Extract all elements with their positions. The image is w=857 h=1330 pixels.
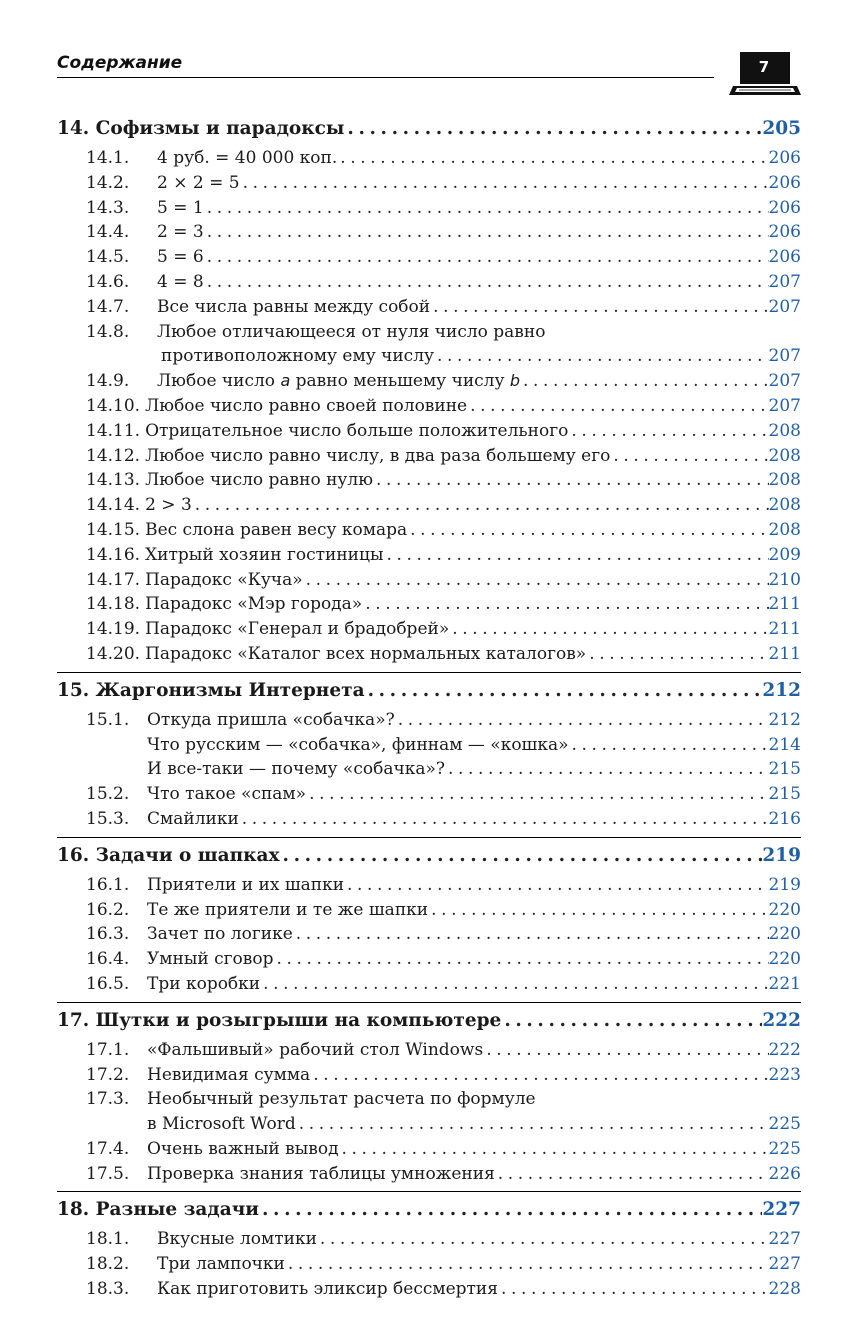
toc-entry[interactable] xyxy=(57,784,801,809)
entry-page-number[interactable]: 206 xyxy=(768,247,801,268)
toc-entry[interactable] xyxy=(57,735,801,760)
chapter-title: 17. Шутки и розыгрыши на компьютере xyxy=(57,1009,502,1031)
dot-leader xyxy=(310,1065,768,1085)
entry-number: 17.4. xyxy=(86,1138,130,1159)
dot-leader xyxy=(449,619,768,639)
entry-page-number[interactable]: 208 xyxy=(768,470,801,491)
dot-leader xyxy=(498,1279,769,1299)
toc-entry[interactable] xyxy=(57,545,801,570)
entry-number: 14.17. xyxy=(86,569,141,590)
entry-page-number[interactable]: 206 xyxy=(768,148,801,168)
entry-title: Отрицательное число больше положительного xyxy=(145,420,569,441)
entry-number: 14.13. xyxy=(86,470,141,491)
toc-entry[interactable] xyxy=(57,900,801,925)
entry-number: 14.10. xyxy=(86,395,141,416)
toc-entry[interactable] xyxy=(57,148,801,173)
entry-page-number[interactable]: 221 xyxy=(768,973,801,994)
entry-page-number[interactable]: 215 xyxy=(768,784,801,805)
entry-title: Все числа равны между собой xyxy=(157,296,431,317)
toc-entry[interactable] xyxy=(57,1279,801,1304)
entry-title: Парадокс «Генерал и брадобрей» xyxy=(145,619,450,640)
dot-leader xyxy=(344,875,769,895)
entry-title-continuation: в Microsoft Word xyxy=(147,1114,296,1135)
entry-title: Любое число равно числу, в два раза большему его xyxy=(145,445,611,466)
toc-entry[interactable] xyxy=(57,371,801,396)
chapter-page-number[interactable]: 219 xyxy=(762,844,801,866)
entry-page-number[interactable]: 209 xyxy=(768,544,801,565)
chapter-row[interactable] xyxy=(57,118,801,148)
entry-page-number[interactable]: 216 xyxy=(768,808,801,829)
dot-leader xyxy=(260,974,768,994)
entry-title-continuation: противоположному ему числу xyxy=(161,346,435,367)
dot-leader xyxy=(495,1164,769,1184)
entry-page-number[interactable]: 211 xyxy=(768,643,801,664)
entry-number: 14.5. xyxy=(86,247,130,268)
dot-leader xyxy=(285,1254,769,1274)
entry-page-number[interactable]: 206 xyxy=(768,197,801,218)
chapter-title: 16. Задачи о шапках xyxy=(57,844,280,866)
entry-page-number[interactable]: 220 xyxy=(768,924,801,945)
entry-title: Умный сговор xyxy=(147,949,274,970)
entry-number: 16.1. xyxy=(86,874,130,895)
toc-entry[interactable] xyxy=(57,759,801,784)
dot-leader xyxy=(317,1229,769,1249)
page-number: 7 xyxy=(758,58,770,76)
toc-entry[interactable] xyxy=(57,173,801,198)
entry-title: Хитрый хозяин гостиницы xyxy=(145,544,384,565)
entry-title: Три лампочки xyxy=(157,1254,285,1275)
entry-title: Что русским — «собачка», финнам — «кошка» xyxy=(147,734,569,755)
entry-page-number[interactable]: 219 xyxy=(768,874,801,895)
toc-entry[interactable] xyxy=(57,594,801,619)
entry-title: Невидимая сумма xyxy=(147,1064,311,1085)
dot-leader xyxy=(306,784,768,804)
entry-number: 18.3. xyxy=(86,1279,130,1300)
entry-page-number[interactable]: 208 xyxy=(768,519,801,540)
entry-number: 15.1. xyxy=(86,709,130,730)
entry-title: 2 = 3 xyxy=(157,222,204,243)
dot-leader xyxy=(296,1114,769,1134)
entry-page-number[interactable]: 220 xyxy=(768,949,801,970)
entry-page-number[interactable]: 208 xyxy=(768,420,801,441)
entry-number: 18.1. xyxy=(86,1229,130,1250)
toc-entry[interactable] xyxy=(57,710,801,735)
dot-leader xyxy=(362,594,768,614)
dot-leader xyxy=(259,1199,762,1220)
chapter-title: 18. Разные задачи xyxy=(57,1199,260,1221)
toc-entry[interactable] xyxy=(57,247,801,272)
toc-entry[interactable] xyxy=(57,1089,801,1114)
entry-number: 15.2. xyxy=(86,784,130,805)
entry-page-number[interactable]: 225 xyxy=(768,1114,801,1135)
dot-leader xyxy=(293,924,769,944)
entry-number: 14.4. xyxy=(86,222,130,243)
chapter-row[interactable] xyxy=(57,1010,801,1040)
entry-number: 16.4. xyxy=(86,949,130,970)
toc-section xyxy=(57,845,801,1003)
entry-number: 17.2. xyxy=(86,1064,130,1085)
dot-leader xyxy=(445,759,769,779)
dot-leader xyxy=(239,809,769,829)
entry-number: 17.3. xyxy=(86,1089,130,1110)
chapter-page-number[interactable]: 227 xyxy=(762,1199,801,1221)
entry-title: Парадокс «Мэр города» xyxy=(145,594,363,615)
entry-page-number[interactable]: 227 xyxy=(768,1254,801,1275)
toc-entry[interactable] xyxy=(57,198,801,223)
entry-title: 2 × 2 = 5 xyxy=(157,172,240,193)
entry-number: 14.3. xyxy=(86,197,130,218)
entry-number: 14.11. xyxy=(86,420,141,441)
dot-leader xyxy=(434,346,769,366)
entry-number: 14.16. xyxy=(86,544,141,565)
entry-title: 4 = 8 xyxy=(157,271,204,292)
dot-leader xyxy=(365,680,763,701)
entry-title: Необычный результат расчета по формуле xyxy=(147,1089,536,1110)
toc-entry-continuation[interactable] xyxy=(57,1114,801,1139)
dot-leader xyxy=(344,118,762,139)
entry-title: Как приготовить эликсир бессмертия xyxy=(157,1279,498,1300)
entry-number: 16.3. xyxy=(86,924,130,945)
toc-entry[interactable] xyxy=(57,446,801,471)
chapter-row[interactable] xyxy=(57,1199,801,1229)
entry-title: 4 руб. = 40 000 коп. xyxy=(157,148,338,168)
toc-entry[interactable] xyxy=(57,421,801,446)
dot-leader xyxy=(569,735,769,755)
entry-title: Парадокс «Каталог всех нормальных каталогов» xyxy=(145,643,587,664)
toc-entry[interactable] xyxy=(57,570,801,595)
header-rule xyxy=(57,77,714,78)
chapter-title: 15. Жаргонизмы Интернета xyxy=(57,679,365,701)
entry-number: 18.2. xyxy=(86,1254,130,1275)
entry-title: 2 > 3 xyxy=(145,495,192,516)
entry-number: 14.20. xyxy=(86,643,141,664)
entry-number: 14.7. xyxy=(86,296,130,317)
entry-number: 14.6. xyxy=(86,271,130,292)
entry-title: Три коробки xyxy=(147,973,261,994)
dot-leader xyxy=(467,396,768,416)
dot-leader xyxy=(280,845,763,866)
entry-number: 17.1. xyxy=(86,1039,130,1060)
toc-entry[interactable] xyxy=(57,297,801,322)
toc-entry-continuation[interactable] xyxy=(57,346,801,371)
entry-number: 16.2. xyxy=(86,899,130,920)
toc-entry[interactable] xyxy=(57,809,801,834)
chapter-page-number[interactable]: 212 xyxy=(762,679,801,701)
toc-entry[interactable] xyxy=(57,272,801,297)
entry-indent xyxy=(57,1114,147,1134)
entry-title: Те же приятели и те же шапки xyxy=(147,899,429,920)
toc-entry[interactable] xyxy=(57,1254,801,1279)
toc-entry[interactable] xyxy=(57,974,801,999)
entry-title: Проверка знания таблицы умножения xyxy=(147,1163,495,1184)
running-header-title: Содержание xyxy=(57,53,183,73)
toc-entry[interactable] xyxy=(57,222,801,247)
chapter-title: 14. Софизмы и парадоксы xyxy=(57,118,345,139)
entry-page-number[interactable]: 208 xyxy=(768,445,801,466)
entry-title: Смайлики xyxy=(147,808,239,829)
entry-number: 14.9. xyxy=(86,371,130,392)
toc-entry[interactable] xyxy=(57,520,801,545)
variable-b: b xyxy=(509,371,521,391)
dot-leader xyxy=(303,570,769,590)
entry-title: И все-таки — почему «собачка»? xyxy=(147,759,445,780)
entry-page-number[interactable]: 225 xyxy=(768,1138,801,1159)
entry-page-number[interactable]: 207 xyxy=(768,296,801,317)
entry-title: «Фальшивый» рабочий стол Windows xyxy=(147,1039,484,1060)
entry-page-number[interactable]: 211 xyxy=(768,619,801,640)
entry-number: 14.8. xyxy=(86,321,130,342)
chapter-row[interactable] xyxy=(57,680,801,710)
entry-title: Любое отличающееся от нуля число равно xyxy=(157,321,546,342)
entry-title: Откуда пришла «собачка»? xyxy=(147,709,395,730)
toc-entry[interactable] xyxy=(57,1164,801,1189)
dot-leader xyxy=(520,371,769,391)
dot-leader xyxy=(204,272,769,292)
entry-number: 14.12. xyxy=(86,445,141,466)
entry-number: 17.5. xyxy=(86,1163,130,1184)
toc-entry[interactable] xyxy=(57,1040,801,1065)
entry-title: 5 = 6 xyxy=(157,247,204,268)
toc-section xyxy=(57,1199,801,1306)
entry-page-number[interactable]: 210 xyxy=(768,569,801,590)
toc-entry[interactable] xyxy=(57,322,801,347)
toc-entry[interactable] xyxy=(57,1065,801,1090)
dot-leader xyxy=(568,421,768,441)
toc-section xyxy=(57,118,801,673)
dot-leader xyxy=(373,470,769,490)
dot-leader xyxy=(501,1010,762,1031)
table-of-contents xyxy=(57,118,801,1314)
dot-leader xyxy=(430,297,768,317)
entry-page-number[interactable]: 212 xyxy=(768,709,801,730)
toc-entry[interactable] xyxy=(57,875,801,900)
toc-entry[interactable] xyxy=(57,949,801,974)
entry-page-number[interactable]: 207 xyxy=(768,346,801,367)
dot-leader xyxy=(339,1139,769,1159)
dot-leader xyxy=(192,495,769,515)
dot-leader xyxy=(407,520,768,540)
toc-entry[interactable] xyxy=(57,1229,801,1254)
entry-title: Любое число a равно меньшему числу b xyxy=(157,371,521,392)
variable-a: a xyxy=(280,371,291,391)
toc-section xyxy=(57,680,801,838)
entry-title: Приятели и их шапки xyxy=(147,874,345,895)
entry-number: 14.15. xyxy=(86,519,141,540)
toc-entry[interactable] xyxy=(57,1139,801,1164)
dot-leader xyxy=(240,173,769,193)
entry-page-number[interactable]: 215 xyxy=(768,759,801,780)
entry-title: Любое число равно нулю xyxy=(145,470,374,491)
toc-section xyxy=(57,1010,801,1193)
entry-title: Любое число равно своей половине xyxy=(145,395,468,416)
entry-title: Зачет по логике xyxy=(147,924,293,945)
dot-leader xyxy=(204,222,769,242)
entry-page-number[interactable]: 222 xyxy=(768,1039,801,1060)
entry-page-number[interactable]: 223 xyxy=(768,1064,801,1085)
entry-title: Парадокс «Куча» xyxy=(145,569,303,590)
dot-leader xyxy=(483,1040,768,1060)
entry-number: 14.2. xyxy=(86,172,130,193)
entry-page-number[interactable]: 207 xyxy=(768,371,801,392)
toc-entry[interactable] xyxy=(57,619,801,644)
dot-leader xyxy=(428,900,768,920)
dot-leader xyxy=(383,545,768,565)
chapter-row[interactable] xyxy=(57,845,801,875)
entry-title: Вес слона равен весу комара xyxy=(145,519,408,540)
entry-title: Очень важный вывод xyxy=(147,1138,339,1159)
entry-page-number[interactable]: 211 xyxy=(768,594,801,615)
entry-page-number[interactable]: 214 xyxy=(768,734,801,755)
entry-number: 14.14. xyxy=(86,495,141,516)
entry-title: Что такое «спам» xyxy=(147,784,307,805)
toc-entry[interactable] xyxy=(57,924,801,949)
dot-leader xyxy=(395,710,769,730)
dot-leader xyxy=(337,148,768,168)
entry-number: 16.5. xyxy=(86,973,130,994)
entry-number: 14.1. xyxy=(86,148,130,168)
dot-leader xyxy=(273,949,768,969)
entry-page-number[interactable]: 228 xyxy=(768,1279,801,1300)
entry-page-number[interactable]: 206 xyxy=(768,172,801,193)
entry-number: 14.18. xyxy=(86,594,141,615)
entry-page-number[interactable]: 226 xyxy=(768,1163,801,1184)
entry-page-number[interactable]: 207 xyxy=(768,271,801,292)
entry-page-number[interactable]: 206 xyxy=(768,222,801,243)
toc-entry[interactable] xyxy=(57,644,801,669)
entry-page-number[interactable]: 227 xyxy=(768,1229,801,1250)
entry-number: 14.19. xyxy=(86,619,141,640)
toc-entry[interactable] xyxy=(57,495,801,520)
dot-leader xyxy=(204,247,769,267)
entry-page-number[interactable]: 208 xyxy=(768,495,801,516)
dot-leader xyxy=(586,644,768,664)
entry-page-number[interactable]: 220 xyxy=(768,899,801,920)
dot-leader xyxy=(610,446,768,466)
chapter-page-number[interactable]: 222 xyxy=(762,1009,801,1031)
entry-title: 5 = 1 xyxy=(157,197,204,218)
entry-page-number[interactable]: 207 xyxy=(768,395,801,416)
dot-leader xyxy=(204,198,769,218)
toc-entry[interactable] xyxy=(57,396,801,421)
entry-title: Вкусные ломтики xyxy=(157,1229,317,1250)
toc-entry[interactable] xyxy=(57,470,801,495)
entry-indent xyxy=(57,346,157,366)
chapter-page-number[interactable]: 205 xyxy=(762,118,801,139)
entry-number: 15.3. xyxy=(86,808,130,829)
